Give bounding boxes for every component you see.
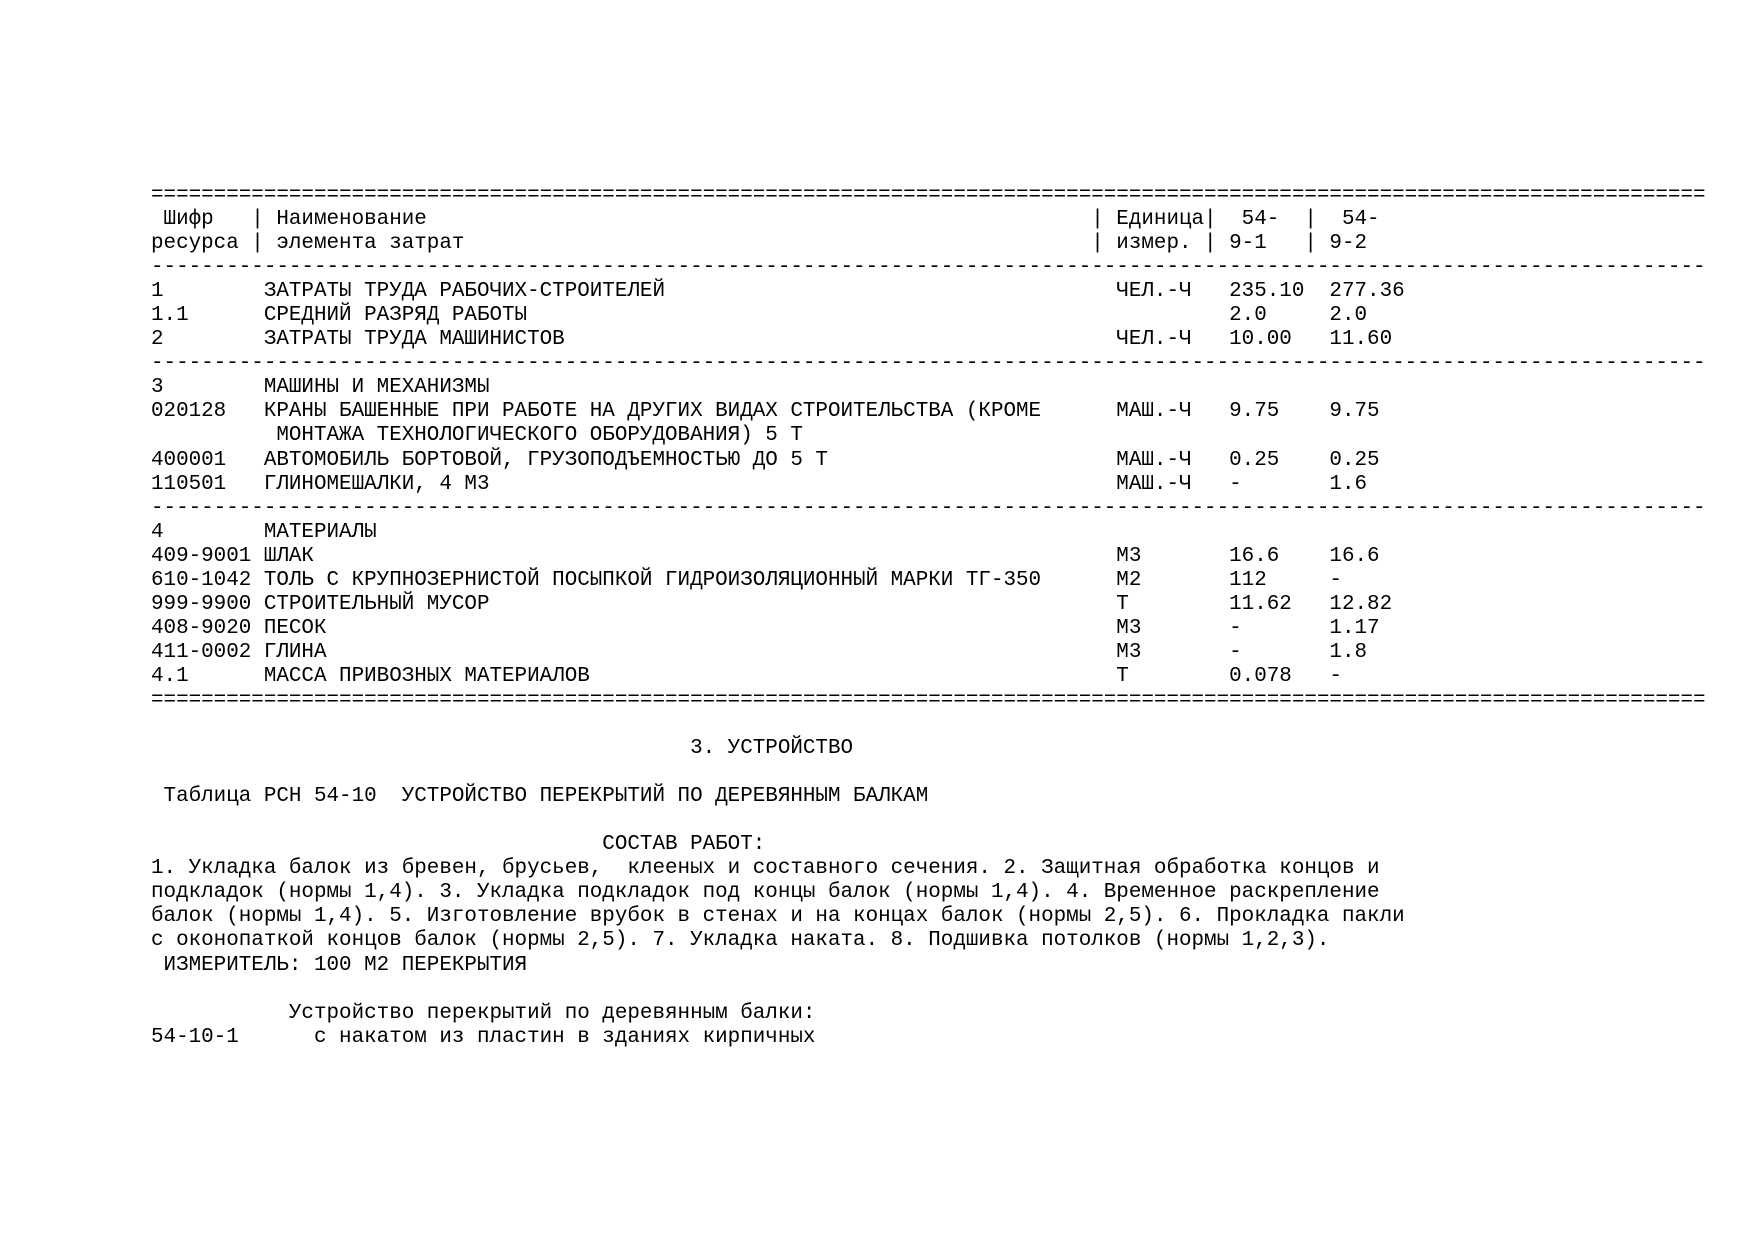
- table-header-line-2: ресурса | элемента затрат | измер. | 9-1 | 9-2: [151, 232, 1368, 256]
- table-row-labor-workers: 1 ЗАТРАТЫ ТРУДА РАБОЧИХ-СТРОИТЕЛЕЙ ЧЕЛ.-Ч 235.10 277.36: [151, 280, 1405, 304]
- table-row-labor-machinists: 2 ЗАТРАТЫ ТРУДА МАШИНИСТОВ ЧЕЛ.-Ч 10.00 11.60: [151, 328, 1393, 352]
- table-row-roofing-felt: 610-1042 ТОЛЬ С КРУПНОЗЕРНИСТОЙ ПОСЫПКОЙ ГИДРОИЗОЛЯЦИОННЫЙ МАРКИ ТГ-350 М2 112 -: [151, 568, 1342, 592]
- table-row-tower-cranes: 020128 КРАНЫ БАШЕННЫЕ ПРИ РАБОТЕ НА ДРУГИХ ВИДАХ СТРОИТЕЛЬСТВА (КРОМЕ МАШ.-Ч 9.75 9.75: [151, 400, 1380, 424]
- table-row-debris: 999-9900 СТРОИТЕЛЬНЫЙ МУСОР Т 11.62 12.82: [151, 592, 1393, 616]
- table-row-slag: 409-9001 ШЛАК М3 16.6 16.6: [151, 544, 1380, 568]
- blank-line: [151, 978, 1706, 1002]
- item-line: 54-10-1 с накатом из пластин в зданиях кирпичных: [151, 1025, 816, 1049]
- table-row-truck: 400001 АВТОМОБИЛЬ БОРТОВОЙ, ГРУЗОПОДЪЕМНОСТЬЮ ДО 5 Т МАШ.-Ч 0.25 0.25: [151, 448, 1380, 472]
- table-row-imported-mass: 4.1 МАССА ПРИВОЗНЫХ МАТЕРИАЛОВ Т 0.078 -: [151, 664, 1342, 688]
- table-row-tower-cranes-cont: МОНТАЖА ТЕХНОЛОГИЧЕСКОГО ОБОРУДОВАНИЯ) 5 Т: [151, 424, 803, 448]
- meter-line: ИЗМЕРИТЕЛЬ: 100 М2 ПЕРЕКРЫТИЯ: [151, 953, 528, 977]
- table-section-rule: ----------------------------------------------------------------------------------------------------------------------------: [151, 352, 1706, 376]
- table-top-double-rule: ============================================================================================================================: [151, 184, 1706, 207]
- table-row-machines-heading: 3 МАШИНЫ И МЕХАНИЗМЫ: [151, 376, 490, 400]
- document-text: [151, 184, 1706, 1050]
- table-header-line-1: Шифр | Наименование | Единица| 54- | 54-: [151, 208, 1380, 232]
- table-row-sand: 408-9020 ПЕСОК М3 - 1.17: [151, 616, 1380, 640]
- blank-line: [151, 761, 1706, 785]
- section-title: 3. УСТРОЙСТВО: [151, 737, 854, 761]
- table-row-avg-grade: 1.1 СРЕДНИЙ РАЗРЯД РАБОТЫ 2.0 2.0: [151, 304, 1368, 328]
- table-row-materials-heading: 4 МАТЕРИАЛЫ: [151, 520, 377, 544]
- works-line: 1. Укладка балок из бревен, брусьев, клееных и составного сечения. 2. Защитная обработка концов и: [151, 857, 1380, 881]
- blank-line: [151, 809, 1706, 833]
- table-header-rule: ----------------------------------------------------------------------------------------------------------------------------: [151, 256, 1706, 280]
- table-caption: Таблица РСН 54-10 УСТРОЙСТВО ПЕРЕКРЫТИЙ ПО ДЕРЕВЯННЫМ БАЛКАМ: [151, 785, 929, 809]
- table-row-clay: 411-0002 ГЛИНА М3 - 1.8: [151, 640, 1368, 664]
- works-line: балок (нормы 1,4). 5. Изготовление врубок в стенах и на концах балок (нормы 2,5). 6. Прокладка пакли: [151, 905, 1405, 929]
- works-heading: СОСТАВ РАБОТ:: [151, 833, 766, 857]
- table-section-rule: ----------------------------------------------------------------------------------------------------------------------------: [151, 496, 1706, 520]
- table-bottom-double-rule: ============================================================================================================================: [151, 688, 1706, 712]
- blank-line: [151, 713, 1706, 737]
- works-line: подкладок (нормы 1,4). 3. Укладка подкладок под концы балок (нормы 1,4). 4. Временное раскрепление: [151, 881, 1380, 905]
- works-line: с оконопаткой концов балок (нормы 2,5). 7. Укладка наката. 8. Подшивка потолков (нормы 1,2,3).: [151, 929, 1330, 953]
- subheading: Устройство перекрытий по деревянным балки:: [151, 1001, 816, 1025]
- table-row-clay-mixers: 110501 ГЛИНОМЕШАЛКИ, 4 М3 МАШ.-Ч - 1.6: [151, 472, 1368, 496]
